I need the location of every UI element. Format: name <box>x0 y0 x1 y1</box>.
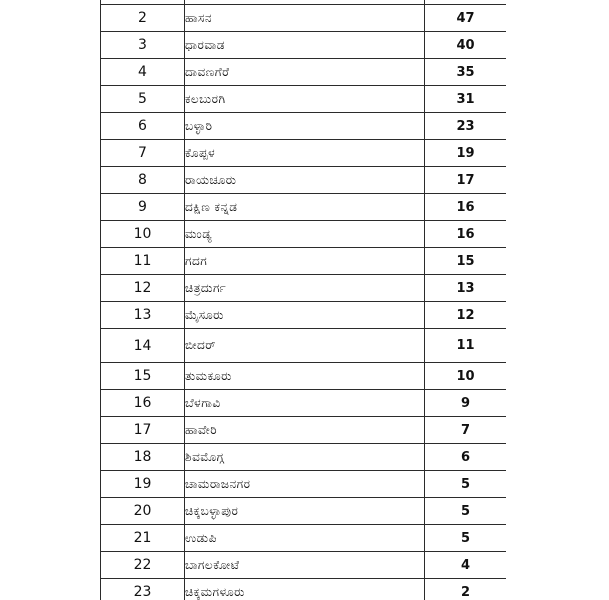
district-cell: ಕಲಬುರಗಿ <box>185 86 425 113</box>
district-cell: ದಕ್ಷಿಣ ಕನ್ನಡ <box>185 194 425 221</box>
rank-cell: 8 <box>101 167 185 194</box>
district-cell: ಚಿತ್ರದುರ್ಗ <box>185 275 425 302</box>
count-cell: 4 <box>425 552 507 579</box>
count-cell: 31 <box>425 86 507 113</box>
count-cell: 35 <box>425 59 507 86</box>
rank-cell: 4 <box>101 59 185 86</box>
table-row <box>101 498 507 525</box>
count-cell: 16 <box>425 194 507 221</box>
count-cell: 7 <box>425 417 507 444</box>
rank-cell: 12 <box>101 275 185 302</box>
count-cell: 10 <box>425 363 507 390</box>
table-row <box>101 248 507 275</box>
table-row <box>101 140 507 167</box>
rank-cell: 19 <box>101 471 185 498</box>
table-row <box>101 5 507 32</box>
table-row <box>101 525 507 552</box>
district-cell: ಬಳ್ಳಾರಿ <box>185 113 425 140</box>
rank-cell: 22 <box>101 552 185 579</box>
count-cell: 23 <box>425 113 507 140</box>
table-row <box>101 417 507 444</box>
rank-cell: 5 <box>101 86 185 113</box>
district-cell: ಕೊಪ್ಪಳ <box>185 140 425 167</box>
district-cell: ಬಾಗಲಕೋಟೆ <box>185 552 425 579</box>
district-count-table-wrapper <box>100 0 506 600</box>
district-cell: ಹಾಸನ <box>185 5 425 32</box>
district-cell: ಚಿಕ್ಕಬಳ್ಳಾಪುರ <box>185 498 425 525</box>
district-cell: ರಾಯಚೂರು <box>185 167 425 194</box>
table-row <box>101 302 507 329</box>
count-cell: 2 <box>425 579 507 600</box>
count-cell: 19 <box>425 140 507 167</box>
count-cell: 15 <box>425 248 507 275</box>
rank-cell: 17 <box>101 417 185 444</box>
table-row <box>101 86 507 113</box>
count-cell: 12 <box>425 302 507 329</box>
rank-cell: 2 <box>101 5 185 32</box>
table-row <box>101 167 507 194</box>
rank-cell: 13 <box>101 302 185 329</box>
table-row <box>101 552 507 579</box>
count-cell: 16 <box>425 221 507 248</box>
rank-cell: 18 <box>101 444 185 471</box>
table-row <box>101 194 507 221</box>
table-row <box>101 579 507 600</box>
count-cell: 5 <box>425 471 507 498</box>
district-cell: ಚಿಕ್ಕಮಗಳೂರು <box>185 579 425 600</box>
district-cell: ಗದಗ <box>185 248 425 275</box>
rank-cell: 11 <box>101 248 185 275</box>
district-cell: ಧಾರವಾಡ <box>185 32 425 59</box>
rank-cell: 9 <box>101 194 185 221</box>
count-cell: 6 <box>425 444 507 471</box>
rank-cell: 15 <box>101 363 185 390</box>
count-cell: 11 <box>425 329 507 363</box>
district-count-table <box>100 0 506 600</box>
district-cell: ಶಿವಮೊಗ್ಗ <box>185 444 425 471</box>
district-cell: ಬೆಳಗಾವಿ <box>185 390 425 417</box>
district-cell: ಮೈಸೂರು <box>185 302 425 329</box>
count-cell: 13 <box>425 275 507 302</box>
table-row <box>101 221 507 248</box>
table-row <box>101 390 507 417</box>
count-cell: 5 <box>425 498 507 525</box>
rank-cell: 23 <box>101 579 185 600</box>
count-cell: 5 <box>425 525 507 552</box>
table-row <box>101 363 507 390</box>
district-cell: ಚಾಮರಾಜನಗರ <box>185 471 425 498</box>
table-row <box>101 32 507 59</box>
table-row <box>101 275 507 302</box>
count-cell: 9 <box>425 390 507 417</box>
count-cell: 40 <box>425 32 507 59</box>
rank-cell: 7 <box>101 140 185 167</box>
district-cell: ಉಡುಪಿ <box>185 525 425 552</box>
district-cell: ಬೀದರ್ <box>185 329 425 363</box>
table-row <box>101 329 507 363</box>
district-cell: ಮಂಡ್ಯ <box>185 221 425 248</box>
rank-cell: 6 <box>101 113 185 140</box>
rank-cell: 20 <box>101 498 185 525</box>
district-cell: ತುಮಕೂರು <box>185 363 425 390</box>
table-row <box>101 444 507 471</box>
rank-cell: 21 <box>101 525 185 552</box>
rank-cell: 3 <box>101 32 185 59</box>
rank-cell: 16 <box>101 390 185 417</box>
count-cell: 47 <box>425 5 507 32</box>
district-cell: ಹಾವೇರಿ <box>185 417 425 444</box>
table-row <box>101 113 507 140</box>
table-row <box>101 471 507 498</box>
rank-cell: 14 <box>101 329 185 363</box>
table-row <box>101 59 507 86</box>
district-cell: ದಾವಣಗೆರೆ <box>185 59 425 86</box>
count-cell: 17 <box>425 167 507 194</box>
rank-cell: 10 <box>101 221 185 248</box>
